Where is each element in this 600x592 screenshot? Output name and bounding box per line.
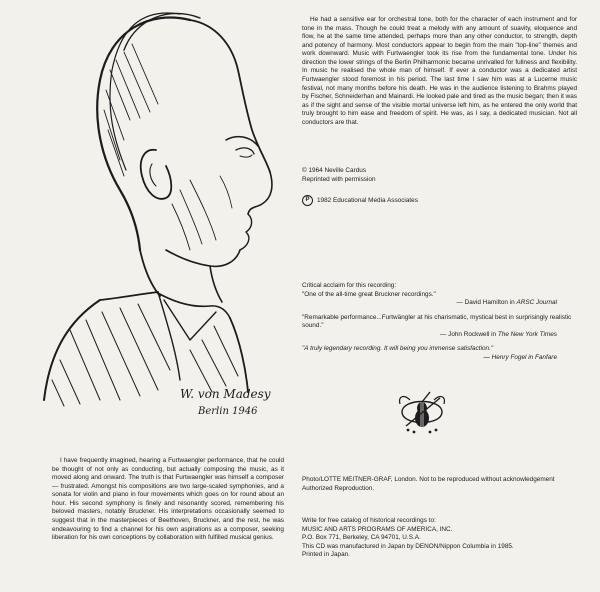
phonogram-icon: P [302, 195, 313, 206]
quote-2-source: The New York Times [497, 330, 557, 338]
left-essay-paragraph: I have frequently imagined, hearing a Furtwaengler performance, that he could be thought of not only as conducting, but actually composing the music, as it moved along and onward. The truth is that Furtwaengler was himself a composer — frustrated. Amongst his compositions are two large-scaled symphonies, and a sonata for violin and piano in four movements which goes on for round about an hour. His second symphony is finely and resonantly scored, remembering his beloved masters, notably Bruckner. His interpretations occasionally seemed to suggest that in the masterpieces of Beethoven, Bruckner, and the rest, he was endeavouring to find a channel for his own aspirations as a composer, seeking liberation for his own conceptions by collaboration with fulfilled musical genius. [52, 457, 284, 542]
authorized-reproduction: Authorized Reproduction. [302, 484, 375, 492]
essay-paragraph: He had a sensitive ear for orchestral tone, both for the character of each instrument and for tone in the mass. Though he could treat a melody with any amount of suavity, eloquence and flow, he at the same time attended, perhaps more than any other conductor, to strength, depth and potency of harmony. Most conductors appear to begin from the main "top-line" themes and work downward. Music with Furtwaengler took its rise from the fundamental tone. Under his direction the lower strings of the Berlin Philharmonic became unrivalled for fullness and flexibility. In music he realised the whole man of himself. If ever a conductor was a dedicated artist Furtwaengler stood foremost in his period. The last time I saw him was at a Lucerne music festival, not many months before his death. He was in the audience listening to Brahms played by Fischer, Schneiderhan and Mainardi. He looked pale and tired as the music began; then it was as if the sight and sense of the visible mortal universe left him, as he entered the only world that truly brought to him ease and freedom of spirit. He was, as I say, a dedicated musician. Not all conductors are that. [302, 16, 577, 126]
acclaim-heading: Critical acclaim for this recording: [302, 282, 397, 289]
quote-3-text: "A truly legendary recording. It will being you immense satisfaction." [302, 345, 494, 353]
catalog-line-2: MUSIC AND ARTS PROGRAMS OF AMERICA, INC. [302, 525, 453, 533]
quote-1-text: "One of the all-time great Bruckner recordings." [302, 290, 436, 298]
quote-1-attribution [302, 299, 577, 308]
quote-1-author: — David Hamilton in [456, 299, 517, 307]
photo-credit: Photo/LOTTE MEITNER-GRAF, London. Not to be reproduced without acknowledgement [302, 476, 555, 483]
quote-3-source: Fanfare [534, 354, 557, 362]
photo-credit-block [302, 476, 577, 493]
signature-name: W. von Madesy [180, 387, 271, 401]
portrait-sketch [40, 0, 275, 430]
catalog-line-5: Printed in Japan. [302, 551, 350, 559]
quote-2-attribution [302, 331, 577, 340]
quote-3-attribution [302, 354, 577, 363]
quote-2-author: — John Rockwell in [439, 330, 498, 338]
copyright-line: © 1964 Neville Cardus [302, 167, 367, 174]
publisher-line [302, 195, 418, 206]
quote-3-author: — Henry Fogel in [483, 354, 535, 362]
catalog-info-block [302, 517, 577, 560]
quote-2-text: "Remarkable performance...Furtwängler at his charismatic, mystical best in surprisingly realistic sound." [302, 313, 572, 330]
catalog-line-4: This CD was manufactured in Japan by DENON/Nippon Columbia in 1985. [302, 542, 514, 550]
publisher-text: 1982 Educational Media Associates [317, 197, 418, 204]
catalog-line-1: Write for free catalog of historical recordings to: [302, 517, 436, 524]
violin-lyre-emblem-icon [392, 386, 452, 438]
quote-1-source: ARSC Journal [516, 299, 557, 307]
critical-acclaim [302, 282, 577, 363]
signature [180, 387, 271, 417]
copyright-block [302, 167, 577, 184]
signature-place-date: Berlin 1946 [198, 406, 258, 417]
catalog-line-3: P.O. Box 771, Berkeley, CA 94701, U.S.A. [302, 534, 421, 542]
reprint-permission: Reprinted with permission [302, 175, 376, 183]
